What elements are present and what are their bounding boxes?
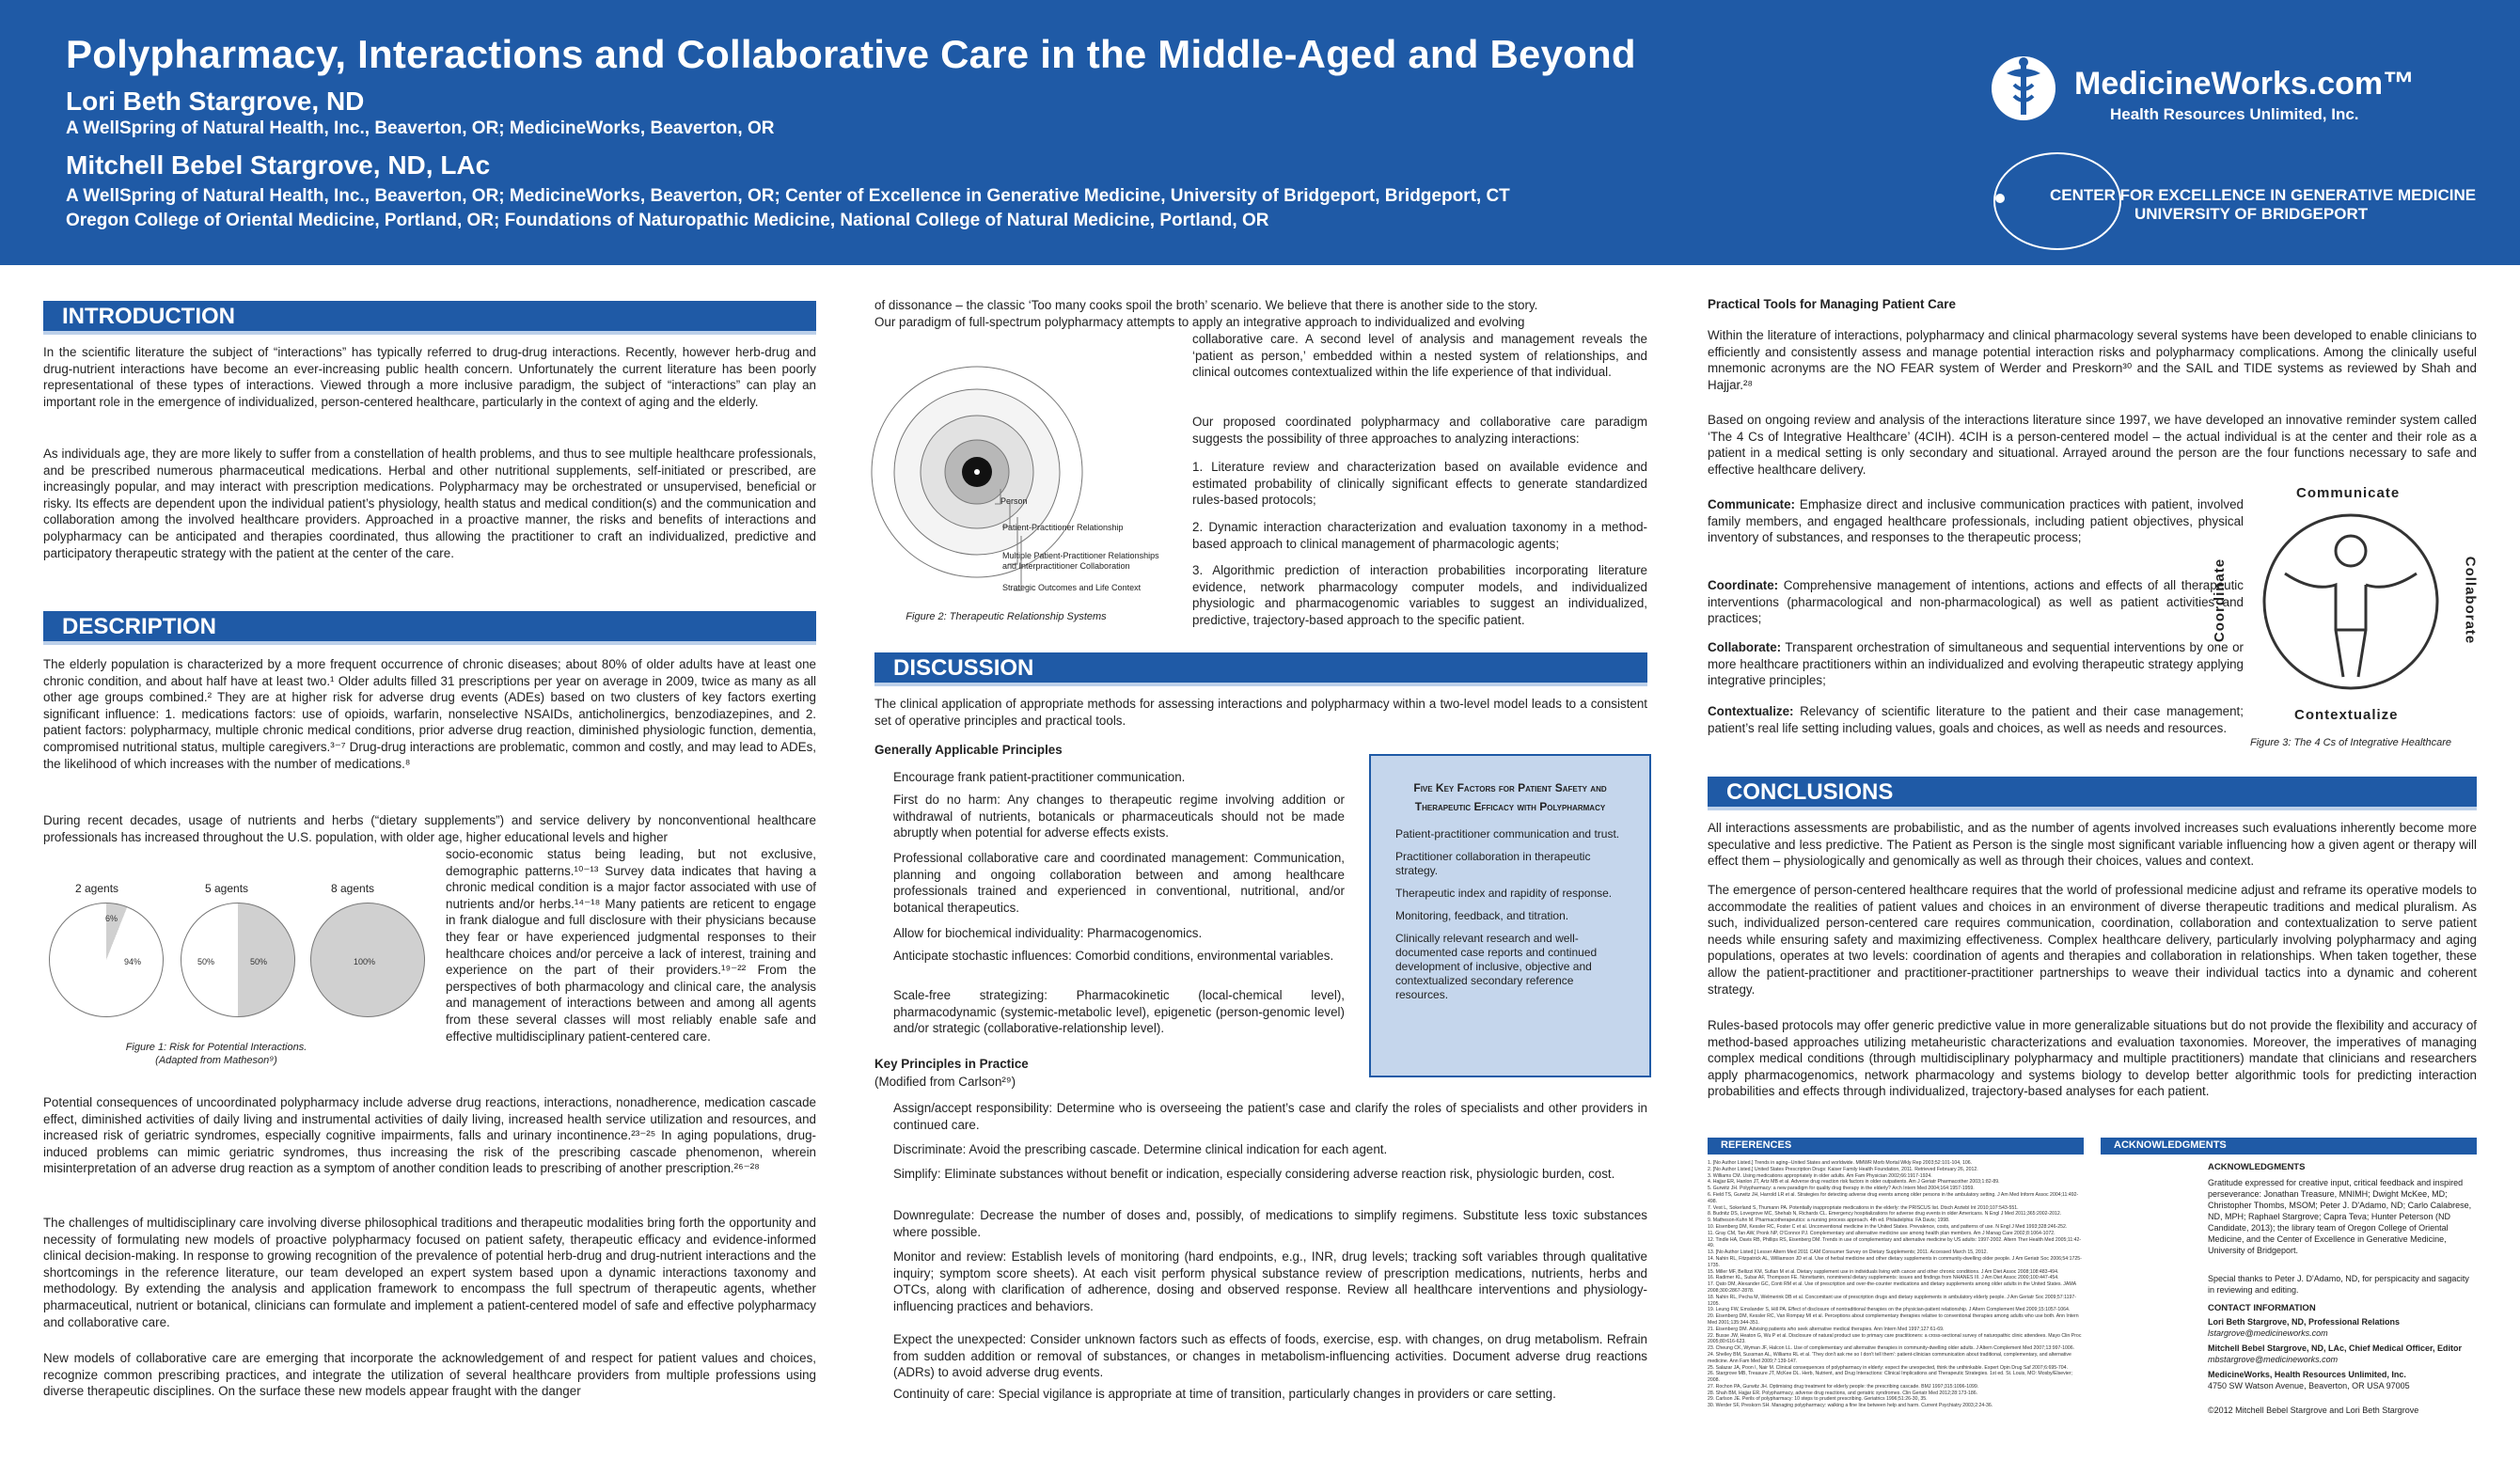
reference-item: 12. Tindle HA, Davis RB, Phillips RS, Eisenberg DM. Trends in use of complementary and alternative medicine by US adults: 1997-2002. Altern Ther Health Med 2005;11:42-49. (1708, 1236, 2082, 1249)
figure-1-label-5-agents: 5 agents (205, 882, 249, 895)
figure-3-coordinate: Coordinate (2212, 558, 2229, 643)
practice-1: Assign/accept responsibility: Determine who is overseeing the patient’s case and clarify the roles of specialists and other providers in continued care. (893, 1101, 1647, 1132)
c-item-coordinate (1708, 577, 2244, 627)
key-factor-2: Practitioner collaboration in therapeutic strategy. (1395, 850, 1591, 877)
references-list (1708, 1160, 2084, 1409)
reference-item: 19. Leung FW, Emslander S, Hill PA. Effect of disclosure of nontraditional therapies on the physician-patient relationship. J Altern Complement Med 2009;15:1057-1064. (1708, 1307, 2071, 1313)
figure-1-pie-1-slice-b: 94% (124, 957, 142, 966)
reference-item: 30. Werder SF, Preskorn SH. Managing polypharmacy: walking a fine line between help and harm. Current Psychiatry 2003;2:24-36. (1708, 1403, 1993, 1409)
conclusions-paragraph-3: Rules-based protocols may offer generic predictive value in more generalizable situations but do not provide the flexibility and accuracy of method-based approaches utilizing metaheuristic characterizations and evaluation taxonomies. Moreover, the imperatives of managing complex medical conditions (through multidisciplinary polypharmacy and multiple practitioners) mandate that clinicians and researchers apply pharmacogenomics, network pharmacology and systems biology to develop better algorithmic tools for predicting interaction probabilities and effects through individualized, trajectory-based analyses for each patient. (1708, 1018, 2477, 1099)
description-paragraph-2a: During recent decades, usage of nutrients and herbs (“dietary supplements”) and service delivery by nonconventional healthcare professionals has increased throughout the U.S. population, with older age, higher educational levels and higher (43, 813, 816, 844)
figure-1-label-2-agents: 2 agents (75, 882, 119, 895)
five-key-factors-box (1369, 754, 1651, 1077)
poster-header (0, 0, 2520, 265)
medicineworks-logo (1986, 53, 2475, 128)
discussion-heading: DISCUSSION (874, 652, 1647, 686)
column-2-continuation-line-2: Our paradigm of full-spectrum polypharmacy attempts to apply an integrative approach to individualized and evolving (874, 315, 1525, 329)
reference-item: 15. Miller MF, Bellizzi KM, Sufian M et al. Dietary supplement use in individuals living with cancer and other chronic conditions. J Am Diet Assoc 2008;108:483-494. (1708, 1268, 2059, 1275)
practical-tools-paragraph-1: Within the literature of interactions, polypharmacy and clinical pharmacology several systems have been developed to enable clinicians to efficiently and consistently assess and manage potential interaction risks and polypharmacy complications. Among the clinically useful mnemonic acronyms are the NO FEAR system of Werder and Preskorn³⁰ and the SAIL and TIDE systems as reviewed by Shah and Hajjar.²⁸ (1708, 328, 2477, 392)
description-paragraph-5: New models of collaborative care are emerging that incorporate the acknowledgement of and respect for patient values and choices, recognize common prescribing practices, and integrate the utilization of several healthcare providers from multiple professions using diverse therapeutic disciplines. On the surface these new models appear fraught with the danger (43, 1351, 816, 1399)
c-text-coordinate: Comprehensive management of intentions, actions and effects of all therapeutic interventions (pharmacological and non-pharmacological) as well as patient activities and practices; (1708, 578, 2244, 626)
five-key-factors-title: Five Key Factors for Patient Safety and Therapeutic Efficacy with Polypharmacy (1413, 781, 1607, 813)
practice-2: Discriminate: Avoid the prescribing cascade. Determine clinical indication for each agent. (893, 1142, 1388, 1156)
reference-item: 28. Shah BM, Hajjar ER. Polypharmacy, adverse drug reactions, and geriatric syndromes. Clin Geriatr Med 2012;28:173-186. (1708, 1390, 1978, 1396)
figure-1-caption-line-2: (Adapted from Matheson⁹) (155, 1055, 277, 1066)
key-factor-3: Therapeutic index and rapidity of response. (1395, 887, 1613, 900)
principle-6: Scale-free strategizing: Pharmacokinetic (local-chemical level), pharmacodynamic (systemic-metabolic level), epigenetic (person-genomic level) and/or strategic (collaborative-relationship level). (893, 988, 1345, 1036)
practical-tools-paragraph-2: Based on ongoing review and analysis of the interactions literature since 1997, we have developed an innovative reminder system called ‘The 4 Cs of Integrative Healthcare’ (4CIH). 4CIH is a person-centered model – the actual individual is at the center and their role as a patient in a medical setting is only secondary and situational. Arrayed around the person are the four functions necessary to safe and effective healthcare delivery. (1708, 413, 2477, 477)
key-principles-source: (Modified from Carlson²⁹) (874, 1075, 1016, 1089)
figure-2-label-outcomes: Strategic Outcomes and Life Context (1002, 583, 1142, 592)
acknowledgements-subheading: ACKNOWLEDGMENTS (2208, 1162, 2306, 1172)
introduction-paragraph-2: As individuals age, they are more likely to suffer from a constellation of health problems, and thus to see multiple healthcare professionals, and be prescribed numerous pharmaceutical medications. Herbal and other nutritional supplements, self-initiated or prescribed, are increasingly popular, and may interact with prescription medications. Polypharmacy may be orchestrated or unsupervised, beneficial or risky. Its effects are dependent upon the individual patient’s physiology, health status and medical condition(s) and the communication and collaboration among the involved healthcare providers. Approached in a proactive manner, the risks and benefits of interactions and polypharmacy can be anticipated and therapies coordinated, thus allowing the practitioner to craft an individualized, predictive and participatory therapeutic strategy with the patient at the center of the care. (43, 447, 816, 560)
therapeutic-relationship-rings-icon (869, 357, 1175, 611)
acknowledgements-heading: ACKNOWLEDGMENTS (2101, 1138, 2477, 1155)
copyright: ©2012 Mitchell Bebel Stargrove and Lori Beth Stargrove (2208, 1406, 2419, 1415)
author-1-name: Lori Beth Stargrove, ND (66, 86, 365, 116)
general-principles-heading: Generally Applicable Principles (874, 743, 1063, 757)
figure-2-caption: Figure 2: Therapeutic Relationship Systems (906, 611, 1107, 622)
figure-1-caption-line-1: Figure 1: Risk for Potential Interactions. (125, 1042, 307, 1053)
introduction-paragraph-1: In the scientific literature the subject of “interactions” has typically referred to drug-drug interactions. Recently, however herb-drug and drug-nutrient interactions have become an ever-increasing public health concern. Unfortunately the current literature has been poorly representational of these types of interactions. Viewed through a more inclusive paradigm, the subject of “interactions” can play an important role in the emergence of individualized, person-centered healthcare, particularly in the context of aging and the elderly. (43, 345, 816, 409)
logo-subtitle: Health Resources Unlimited, Inc. (2110, 105, 2359, 123)
reference-item: 14. Nahin RL, Fitzpatrick AL, Williamson JD et al. Use of herbal medicine and other dietary supplements in community-dwelling older people. J Am Geriatr Soc 2006;54:1725-1735. (1708, 1255, 2082, 1268)
c-term-coordinate: Coordinate: (1708, 578, 1779, 592)
principle-2: First do no harm: Any changes to therapeutic regime involving addition or withdrawal of nutrients, botanicals or pharmaceuticals should not be made abruptly when potential for adverse effects exists. (893, 793, 1345, 840)
principle-3: Professional collaborative care and coordinated management: Communication, planning and ongoing collaboration between and among healthcare professionals trained and experienced in conventional, nutritional, and/or botanical therapeutics. (893, 851, 1345, 915)
description-heading: DESCRIPTION (43, 611, 816, 645)
figure-2-label-collaboration: and Interpractitioner Collaboration (1002, 561, 1130, 571)
figure-1-pie-2-slice-b: 50% (197, 957, 215, 966)
key-principles-heading: Key Principles in Practice (874, 1057, 1029, 1071)
author-2-name: Mitchell Bebel Stargrove, ND, LAc (66, 150, 491, 180)
author-1-affiliation: A WellSpring of Natural Health, Inc., Beaverton, OR; MedicineWorks, Beaverton, OR (66, 118, 775, 138)
contact-1-name: Lori Beth Stargrove, ND, Professional Relations (2208, 1317, 2401, 1327)
practice-4: Downregulate: Decrease the number of doses and, possibly, of medications to simplify regimens. Substitute less toxic substances where possible. (893, 1208, 1647, 1239)
c-term-communicate: Communicate: (1708, 497, 1796, 511)
figure-3-contextualize: Contextualize (2294, 707, 2399, 723)
reference-item: 8. Budnitz DS, Lovegrove MC, Shehab N, Richards CL. Emergency hospitalizations for adverse drug events in older Americans. N Engl J Med 2011;365:2002-2012. (1708, 1211, 2062, 1218)
description-paragraph-1: The elderly population is characterized by a more frequent occurrence of chronic diseases; about 80% of older adults have at least one chronic condition, and about half have at least two.¹ Older adults filled 31 prescriptions per year on average in 2009, twice as many as all other age groups combined.² They are at higher risk for adverse drug events (ADEs) based on two clusters of key factors exerting significant influence: 1. medications factors: use of opioids, warfarin, nonselective NSAIDs, anticholinergics, benzodiazepines, and 2. patient factors: polypharmacy, multiple chronic medical conditions, prior adverse drug reaction, diminished physiologic function, dementia, compromised nutritional status, multiple caregivers.³⁻⁷ Drug-drug interactions are problematic, common and costly, and may lead to ADEs, the likelihood of which increases with the number of medications.⁸ (43, 657, 816, 771)
description-paragraph-3: Potential consequences of uncoordinated polypharmacy include adverse drug reactions, interactions, nonadherence, medication cascade effect, diminished activities of daily living and instrumental activities of daily living, increased health service utilization and resources, and increased risk of geriatric syndromes, especially cognitive impairments, falls and urinary incontinence.²³⁻²⁵ In aging populations, drug-induced problems can mimic geriatric syndromes, thus increasing the risk of the prescribing cascade phenomenon, wherein misinterpretation of an adverse drug reaction as a symptom of another condition leads to prescribing of another prescription.²⁶⁻²⁸ (43, 1095, 816, 1176)
figure-1-pie-1-slice-a: 6% (105, 914, 118, 923)
reference-item: 6. Field TS, Gurwitz JH, Harrold LR et al. Strategies for detecting adverse drug events among older persons in the ambulatory setting. J Am Med Inform Assoc 2004;11:492-498. (1708, 1191, 2079, 1204)
discussion-intro: The clinical application of appropriate methods for assessing interactions and polypharmacy within a two-level model leads to a consistent set of operative principles and practical tools. (874, 697, 1647, 728)
principle-5: Anticipate stochastic influences: Comorbid conditions, environmental variables. (893, 949, 1334, 963)
reference-item: 1. [No Author Listed.] Trends in aging--United States and worldwide. MMWR Morb Mortal Wkly Rep 2003;52:101-104, 106. (1708, 1160, 1973, 1166)
author-2-affiliation-b: Oregon College of Oriental Medicine, Portland, OR; Foundations of Naturopathic Medicine, National College of Natural Medicine, Portland, OR (66, 211, 1269, 230)
practice-7: Continuity of care: Special vigilance is appropriate at time of transition, particularly changes in providers or care setting. (893, 1387, 1556, 1401)
reference-item: 17. Qato DM, Alexander GC, Conti RM et al. Use of prescription and over-the-counter medications and dietary supplements among older adults in the United States. JAMA 2008;300:2867-2878. (1708, 1281, 2076, 1294)
practice-5: Monitor and review: Establish levels of monitoring (hard endpoints, e.g., INR, drug levels; tracking soft variables through qualitative inquiry; symptom score sheets). At each visit perform physical substance review of prescription medications, nutrients, herbs and OTCs, along with clarification of adherence, dosing and observed response. Review all healthcare interventions and physiology-influencing practices and behaviors. (893, 1249, 1647, 1313)
acknowledgements-paragraph-2: Special thanks to Peter J. D'Adamo, ND, for perspicacity and sagacity in reviewing and editing. (2208, 1274, 2469, 1295)
figure-3-caption: Figure 3: The 4 Cs of Integrative Healthcare (2250, 737, 2451, 748)
ceg-logo-dot-icon (1995, 194, 2005, 203)
contact-heading: CONTACT INFORMATION (2208, 1303, 2316, 1313)
conclusions-paragraph-2: The emergence of person-centered healthcare requires that the world of professional medicine adjust and reframe its operative models to accommodate the realities of patient values and choices in an environment of diverse therapeutic traditions and medical pluralism. As such, individualized person-centered care requires communication, coordination, collaboration and contextualization to serve patient needs while ensuring safety and maximizing effectiveness. Complex healthcare delivery, particularly involving polypharmacy and aging populations, operates at two levels: coordination of agents and therapies and collaboration in relationships. When taken together, these allow the patient-practitioner and practitioner-practitioner partnerships to weave their individual tactics into a dynamic and coherent strategy. (1708, 883, 2477, 997)
c-term-collaborate: Collaborate: (1708, 640, 1782, 654)
reference-item: 27. Rochon PA, Gurwitz JH. Optimising drug treatment for elderly people: the prescribing cascade. BMJ 1997;315:1096-1099. (1708, 1383, 1979, 1390)
figure-2-label-relationship: Patient-Practitioner Relationship (1002, 523, 1124, 532)
contact-1-email: lstargrove@medicineworks.com (2208, 1328, 2328, 1338)
reference-item: 24. Shelley BM, Sussman AL, Williams RL et al. 'They don't ask me so I don't tell them': patient-clinician communication about traditional, complementary, and alternative medicine. Ann Fam Med 2009;7:139-147. (1708, 1351, 2071, 1364)
approach-1: 1. Literature review and characterization based on available evidence and estimated probability of clinically significant effects to generate standardized rules-based protocols; (1192, 460, 1647, 508)
paradigm-paragraph: collaborative care. A second level of analysis and management reveals the ‘patient as person,’ embedded within a nested system of relationships, and clinical outcomes contextualized within the life experience of that individual. (1192, 332, 1647, 380)
c-text-collaborate: Transparent orchestration of simultaneous and sequential interventions by one or more healthcare practitioners within an individualized and evolving therapeutic strategy applying integrative principles; (1708, 640, 2244, 688)
reference-item: 29. Carlson JE. Perils of polypharmacy: 10 steps to prudent prescribing. Geriatrics 1996;51:26-30, 35. (1708, 1396, 1928, 1403)
key-factor-4: Monitoring, feedback, and titration. (1395, 909, 1569, 922)
reference-item: 3. Williams CM. Using medications appropriately in older adults. Am Fam Physician 2002;66:1917-1924. (1708, 1172, 1932, 1179)
c-item-collaborate (1708, 639, 2244, 689)
reference-item: 18. Nahin RL, Pecha M, Welmerink DB et al. Concomitant use of prescription drugs and dietary supplements in ambulatory elderly people. J Am Geriatr Soc 2009;57:1197-1205. (1708, 1294, 2076, 1307)
c-text-contextualize: Relevancy of scientific literature to the patient and their case management; patient’s real life setting including values, goals and choices, as well as needs and resources. (1708, 704, 2244, 735)
key-factor-5: Clinically relevant research and well-documented case reports and continued development of inclusive, objective and contextualized secondary reference resources. (1395, 932, 1598, 1001)
principle-4: Allow for biochemical individuality: Pharmacogenomics. (893, 926, 1203, 940)
description-paragraph-4: The challenges of multidisciplinary care involving diverse philosophical traditions and therapeutic modalities bring forth the opportunity and necessity of formulating new models of proactive polypharmacy focused on patient safety, therapeutic efficacy and evidence-informed clinical decision-making. In response to growing recognition of the prevalence of potential herb-drug and drug-nutrient interactions and the shortcomings in the reference literature, our team developed an expert system based upon a dynamic interactions taxonomy and methodology. By extending the analysis and application framework to encompass the full spectrum of therapeutic agents, whether pharmaceutical, nutrient or botanical, clinicians can formulate and implement a patient-centered model of safe and effective polypharmacy and collaborative care. (43, 1216, 816, 1329)
reference-item: 21. Eisenberg DM. Advising patients who seek alternative medical therapies. Ann Intern Med 1997;127:61-69. (1708, 1326, 1945, 1332)
figure-3-communicate: Communicate (2296, 485, 2401, 501)
reference-item: 20. Eisenberg DM, Kessler RC, Van Rompay MI et al. Perceptions about complementary therapies relative to conventional therapies among adults who use both. Ann Intern Med 2001;135:344-351. (1708, 1313, 2079, 1326)
reference-item: 10. Eisenberg DM, Kessler RC, Foster C et al. Unconventional medicine in the United States. Prevalence, costs, and patterns of use. N Engl J Med 1993;328:246-252. (1708, 1223, 2068, 1230)
references-heading: REFERENCES (1708, 1138, 2084, 1155)
reference-item: 13. [No Author Listed.] Lesser Altern Med 2011 CAM Consumer Survey on Dietary Supplements; 2011. Accessed March 15, 2012. (1708, 1249, 1988, 1256)
figure-1-label-8-agents: 8 agents (331, 882, 375, 895)
contact-2-name: Mitchell Bebel Stargrove, ND, LAc, Chief Medical Officer, Editor (2208, 1343, 2463, 1353)
approach-2: 2. Dynamic interaction characterization and evaluation taxonomy in a method-based approach to clinical management of pharmacologic agents; (1192, 520, 1647, 551)
reference-item: 22. Busse JW, Heaton G, Wu P et al. Disclosure of natural product use to primary care practitioners: a cross-sectional survey of naturopathic clinic attendees. Mayo Clin Proc 2005;80:616-623. (1708, 1332, 2082, 1345)
ceg-logo-line-2: UNIVERSITY OF BRIDGEPORT (2134, 205, 2369, 223)
reference-item: 5. Gurwitz JH. Polypharmacy: a new paradigm for quality drug therapy in the elderly? Arch Intern Med 2004;164:1957-1959. (1708, 1186, 1975, 1192)
reference-item: 16. Radimer KL, Subar AF, Thompson FE. Nonvitamin, nonmineral dietary supplements: issues and findings from NHANES III. J Am Diet Assoc 2000;100:447-454. (1708, 1275, 2059, 1281)
introduction-heading: INTRODUCTION (43, 301, 816, 335)
poster-title: Polypharmacy, Interactions and Collaborative Care in the Middle-Aged and Beyond (66, 32, 1636, 76)
figure-1-pie-3-slice-a: 100% (354, 957, 376, 966)
reference-item: 9. Matheson-Kuhn M. Pharmacotherapeutics: a nursing process approach. 4th ed. Philadelphia: FA Davis; 1998. (1708, 1218, 1950, 1224)
approaches-intro: Our proposed coordinated polypharmacy and collaborative care paradigm suggests the possibility of three approaches to analyzing interactions: (1192, 415, 1647, 446)
figure-1-pie-2-slice-a: 50% (250, 957, 268, 966)
contact-address: 4750 SW Watson Avenue, Beaverton, OR USA 97005 (2208, 1381, 2410, 1390)
c-item-communicate (1708, 496, 2244, 546)
conclusions-heading: CONCLUSIONS (1708, 777, 2477, 810)
reference-item: 23. Cheung CK, Wyman JF, Halcon LL. Use of complementary and alternative therapies in community-dwelling older adults. J Altern Complement Med 2007;13:997-1006. (1708, 1345, 2075, 1352)
figure-2-label-person: Person (1000, 496, 1028, 506)
practice-6: Expect the unexpected: Consider unknown factors such as effects of foods, exercise, esp. with changes, on drug metabolism. Refrain from sudden addition or removal of substances, or changes in metabolism-influencing activities. Document adverse drug reactions (ADRs) to avoid adverse drug events. (893, 1332, 1647, 1380)
practice-3: Simplify: Eliminate substances without benefit or indication, especially considering adverse reaction risk, physiologic burden, cost. (893, 1167, 1615, 1181)
column-2-continuation-line-1: of dissonance – the classic ‘Too many cooks spoil the broth’ scenario. We believe that there is another side to the story. (874, 298, 1538, 312)
c-text-communicate: Emphasize direct and inclusive communication practices with patient, involved family members, and engaged healthcare professionals, including patient objectives, physical inventory of substances, and responses to the therapeutic process; (1708, 497, 2244, 545)
practical-tools-heading: Practical Tools for Managing Patient Care (1708, 297, 1956, 311)
figure-3-collaborate: Collaborate (2462, 556, 2479, 645)
approach-3: 3. Algorithmic prediction of interaction probabilities incorporating literature evidence, network pharmacology computer models, and individualized physiologic and pharmacogenomic variables to suggest an individualized, predictive, trajectory-based approach to the specific patient. (1192, 563, 1647, 627)
reference-item: 26. Stargrove MB, Treasure JT, McKee DL. Herb, Nutrient, and Drug Interactions: Clinical Implications and Therapeutic Strategies. 1st ed. St. Louis, MO: Mosby/Elsevier; 2008. (1708, 1371, 2072, 1384)
ceg-logo-line-1: CENTER FOR EXCELLENCE IN GENERATIVE MEDICINE (2050, 186, 2477, 204)
logo-name: MedicineWorks.com™ (2074, 66, 2416, 102)
c-term-contextualize: Contextualize: (1708, 704, 1794, 718)
reference-item: 25. Salazar JA, Poon I, Nair M. Clinical consequences of polypharmacy in elderly: expect the unexpected, think the unthinkable. Expert Opin Drug Saf 2007;6:695-704. (1708, 1364, 2068, 1371)
author-2-affiliation-a: A WellSpring of Natural Health, Inc., Beaverton, OR; MedicineWorks, Beaverton, OR; Center of Excellence in Generative Medicine, University of Bridgeport, Bridgeport, CT (66, 186, 1510, 206)
key-factor-1: Patient-practitioner communication and trust. (1395, 827, 1620, 840)
contact-2-email: mbstargrove@medicineworks.com (2208, 1355, 2339, 1364)
reference-item: 4. Hajjar ER, Hanlon JT, Artz MB et al. Adverse drug reaction risk factors in older outpatients. Am J Geriatr Pharmacother 2003;1:82-89. (1708, 1179, 2000, 1186)
description-paragraph-2b: socio-economic status being leading, but not exclusive, demographic patterns.¹⁰⁻¹³ Survey data indicates that having a chronic medical condition is a major factor associated with use of nutrients and/or herbs.¹⁴⁻¹⁸ Many patients are reticent to engage in frank dialogue and full disclosure with their physicians because they fear or have experienced judgmental responses to their healthcare choices and/or perceive a lack of interest, training and experience on the part of their providers.¹⁹⁻²² From the perspectives of both pharmacology and clinical care, the analysis and management of interactions between and among all agents from these several classes will most reliably enable safe and effective multidisciplinary patient-centered care. (446, 847, 816, 1044)
acknowledgements-paragraph-1: Gratitude expressed for creative input, critical feedback and inspired perseverance: Jonathan Treasure, MNIMH; Dwight McKee, MD; Christopher Thombs, MSOM; Peter J. D'Adamo, ND; Carlo Calabrese, ND, MPH; Raphael Stargrove; Capra Teva; Hunter Peterson (ND Candidate, 2013); the library team of Oregon College of Oriental Medicine, and the Center of Excellence in Generative Medicine, University of Bridgeport. (2208, 1178, 2472, 1255)
reference-item: 11. Gray CM, Tan AW, Pronk NP, O'Connor PJ. Complementary and alternative medicine use among health plan members. Am J Manag Care 2002;8:1064-1072. (1708, 1230, 2055, 1236)
c-item-contextualize (1708, 703, 2244, 736)
contact-organization: MedicineWorks, Health Resources Unlimited, Inc. (2208, 1370, 2406, 1379)
figure-2-label-multiple-relationships: Multiple Patient-Practitioner Relationships (1002, 551, 1159, 560)
caduceus-logo-icon (1986, 53, 2065, 124)
four-cs-person-icon (2257, 508, 2445, 696)
conclusions-paragraph-1: All interactions assessments are probabilistic, and as the number of agents involved increases such evaluations inherently become more speculative and less predictive. The Patient as Person is the single most significant variable influencing how a given agent or therapy will effect them – physiologically and genomically as well as through their choices, values and context. (1708, 821, 2477, 869)
reference-item: 2. [No Author Listed.] United States Prescription Drugs: Kaiser Family Health Foundation, 2011. Retrieved February 26, 2012. (1708, 1166, 1978, 1172)
principle-1: Encourage frank patient-practitioner communication. (893, 770, 1186, 784)
reference-item: 7. Vest L, Sokerland S, Thumann PA. Potentially inappropriate medications in the elderly: the PRISCUS list. Dtsch Arztebl Int 2010;107:543-551. (1708, 1204, 2019, 1211)
